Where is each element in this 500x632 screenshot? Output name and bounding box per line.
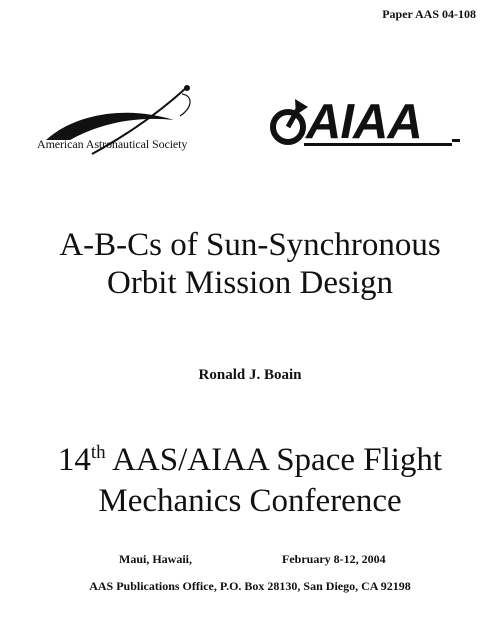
conference-ordinal-suffix: th <box>90 442 106 463</box>
conference-location: Maui, Hawaii, <box>119 552 193 566</box>
aiaa-logo <box>268 95 468 153</box>
paper-title <box>0 226 500 302</box>
author-name: Ronald J. Boain <box>198 367 302 383</box>
conference-line-2: Mechanics Conference <box>98 483 402 519</box>
conference-line-1-text: AAS/AIAA Space Flight <box>105 442 443 478</box>
publications-office: AAS Publications Office, P.O. Box 28130, San Diego, CA 92198 <box>89 579 411 593</box>
title-line-1: A-B-Cs of Sun-Synchronous <box>59 227 441 263</box>
aas-logo-text: American Astronautical Society <box>37 137 188 151</box>
conference-name <box>0 440 500 522</box>
aas-logo <box>32 82 202 162</box>
title-line-2: Orbit Mission Design <box>106 265 393 301</box>
paper-number: Paper AAS 04-108 <box>382 7 476 21</box>
conference-dates: February 8-12, 2004 <box>282 552 386 566</box>
conference-ordinal: 14 <box>57 442 91 478</box>
aiaa-logo-text: AIAA <box>306 95 422 149</box>
conference-line-1 <box>0 440 500 481</box>
